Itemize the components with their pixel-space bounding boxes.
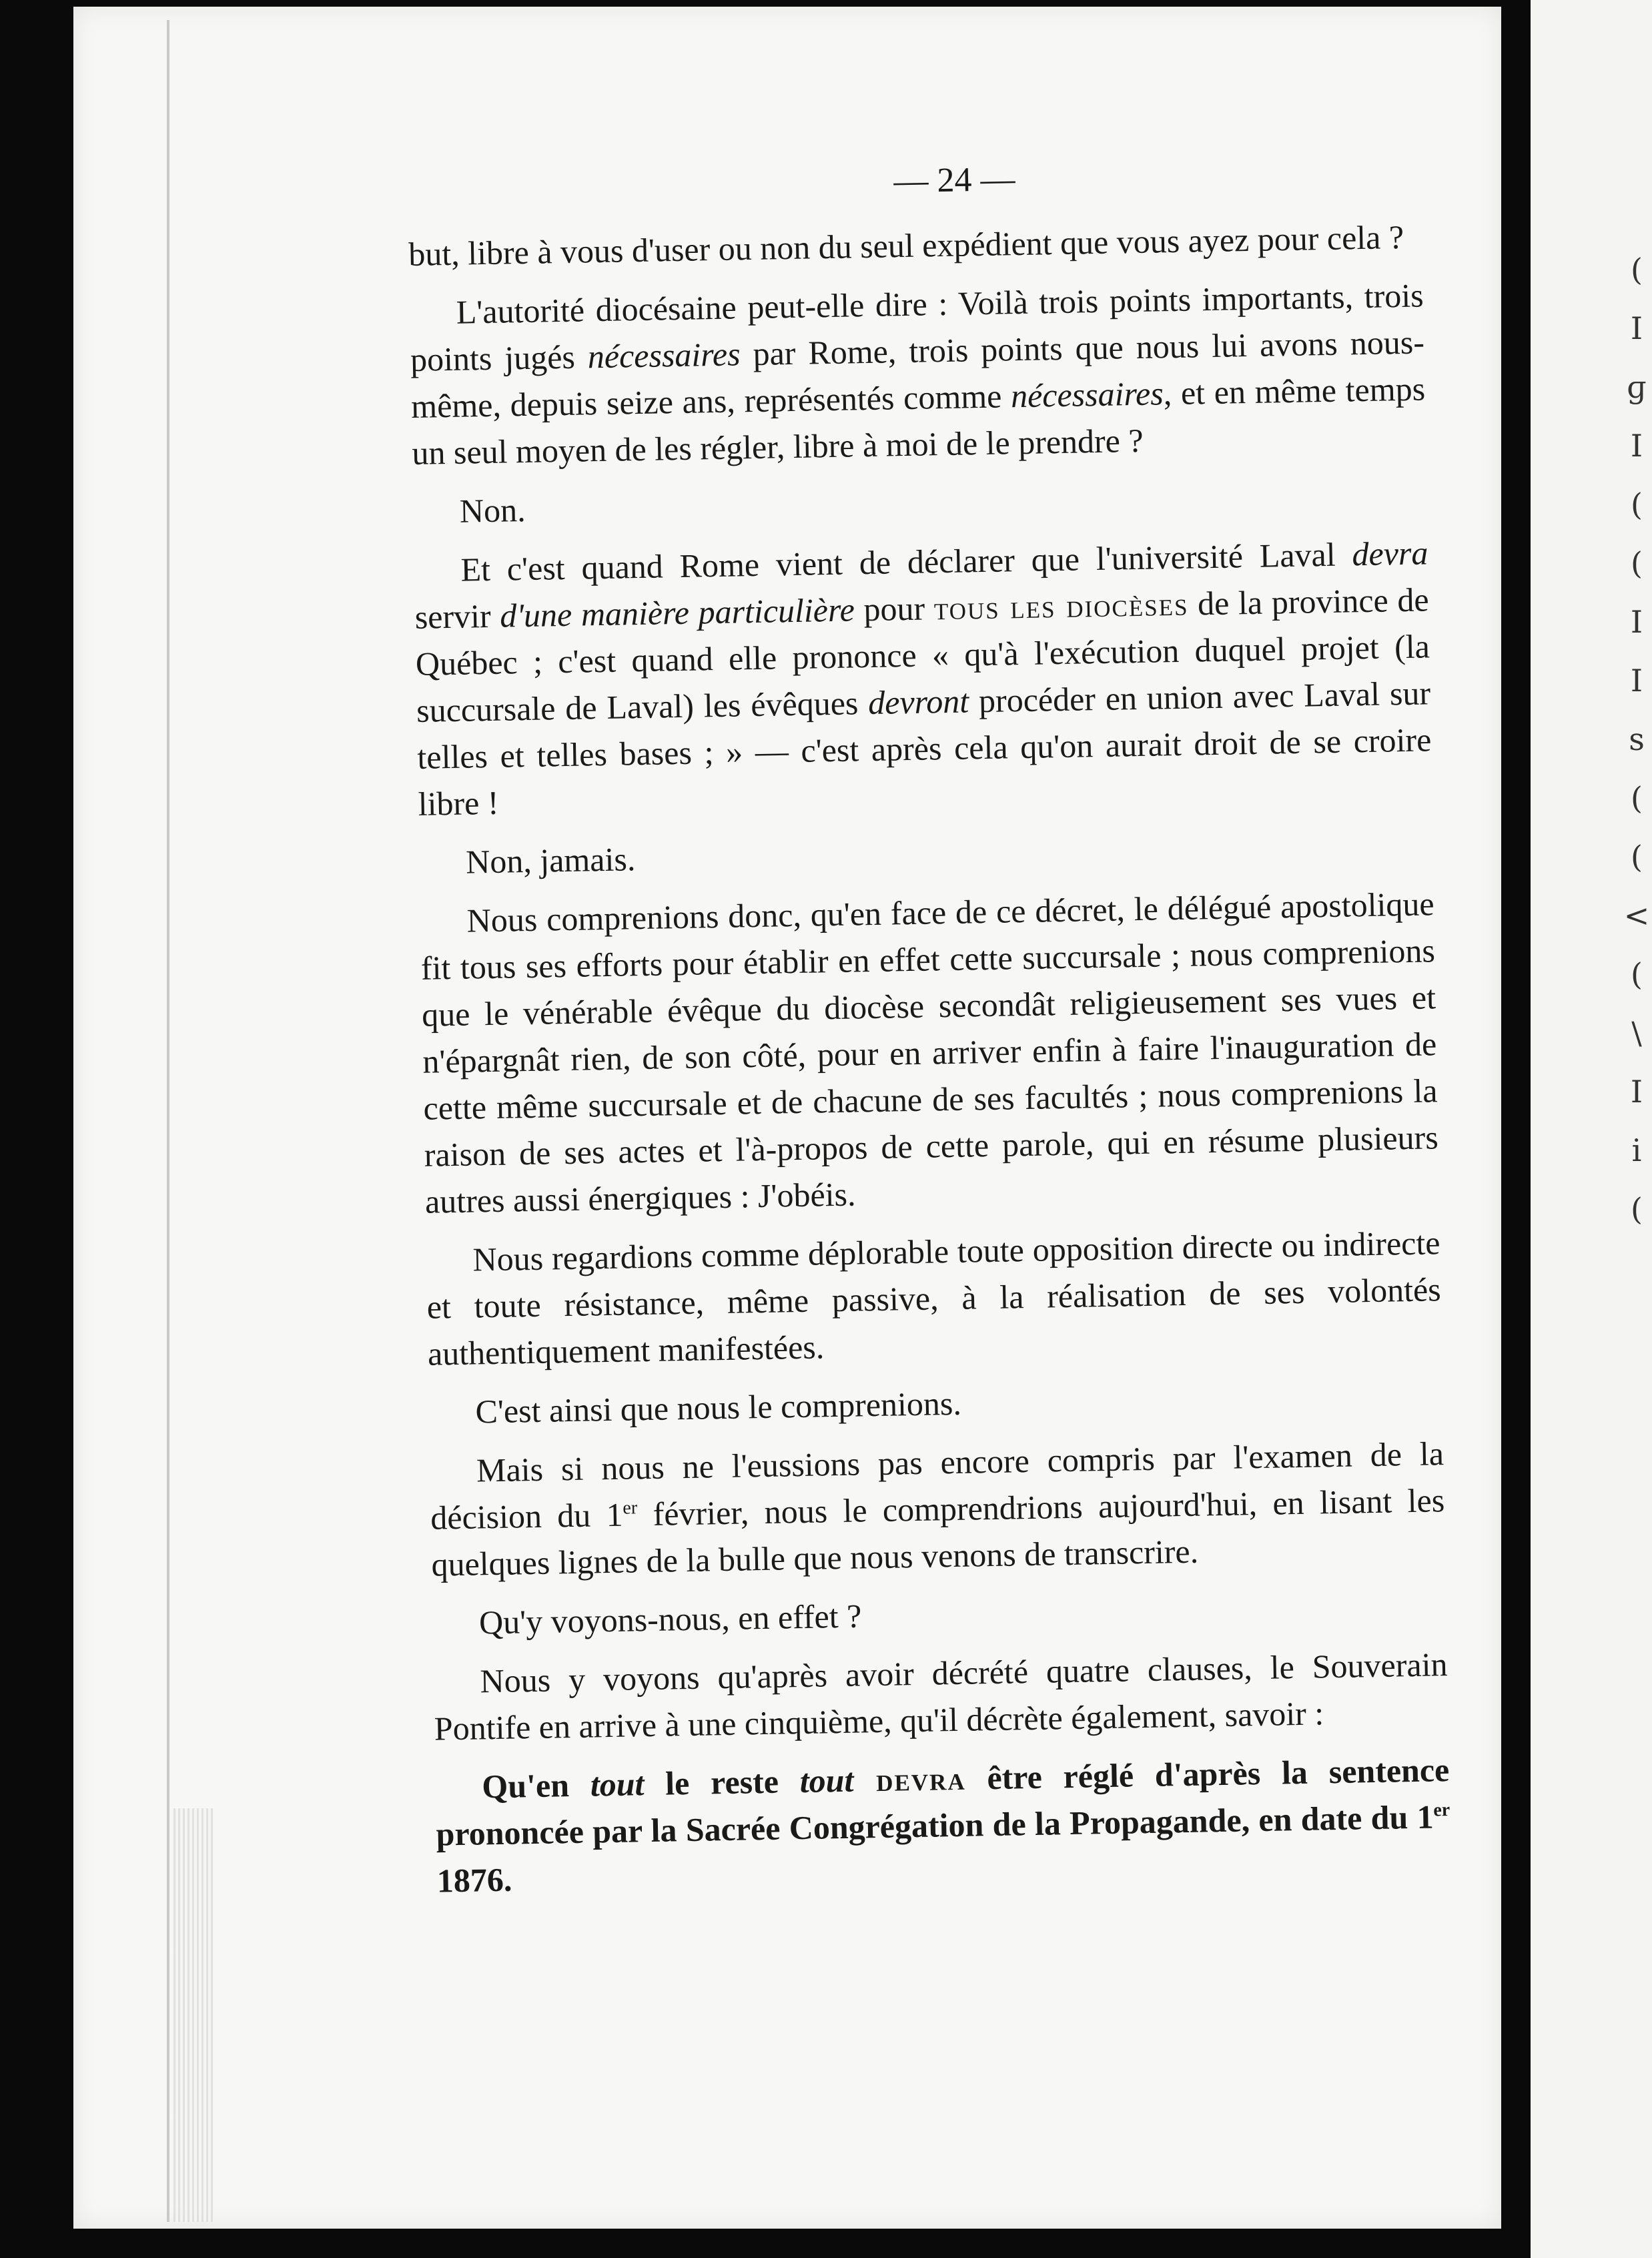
paragraph: Nous regardions comme déplorable toute opposition directe ou indirecte et toute résistance, même passive, à la réalisation de ses volontés authentiquement manifestées. (426, 1224, 1442, 1373)
margin-glyph: I (1630, 310, 1643, 346)
margin-glyph: ( (1631, 486, 1643, 522)
margin-glyph: ( (1631, 1191, 1643, 1227)
margin-glyph: ( (1631, 545, 1643, 581)
margin-glyph: i (1631, 1132, 1642, 1168)
margin-glyph: I (1630, 428, 1643, 464)
gutter-line (167, 20, 169, 2222)
margin-glyph: s (1629, 721, 1645, 757)
page-edges (173, 1808, 214, 2222)
margin-glyph: ( (1631, 956, 1643, 992)
margin-glyph: I (1630, 604, 1643, 640)
page-number: — 24 — (893, 160, 1015, 201)
paragraph: Nous y voyons qu'après avoir décrété quatre clauses, le Souverain Pontife en arrive à une cinquième, qu'il décrète également, savoir : (434, 1645, 1448, 1748)
page-divider (1515, 0, 1531, 2258)
paragraph: Qu'y voyons-nous, en effet ? (478, 1597, 862, 1641)
paragraph: Et c'est quand Rome vient de déclarer que l'université Laval devra servir d'une manière particulière pour tous les diocèses de la province de Québec ; c'est quand elle prononce « qu'à l'exécution duquel projet (la succursale de Laval) les évêques devront procéder en union avec Laval sur telles et telles bases ; » — c'est après cela qu'on aurait droit de se croire libre ! (414, 534, 1432, 823)
paragraph: but, libre à vous d'user ou non du seul expédient que vous ayez pour cela ? (408, 218, 1404, 273)
paragraph: Nous comprenions donc, qu'en face de ce décret, le délégué apostolique fit tous ses efforts pour établir en effet cette succursale ; nous comprenions que le vénérable évêque du diocèse secondât religieusement ses vues et n'épargnât rien, de son côté, pour en arriver enfin à faire l'inauguration de cette même succursale et de chacune de ses facultés ; nous comprenions la raison de ses actes et l'à-propos de cette parole, qui en résume plusieurs autres aussi énergiques : J'obéis. (420, 885, 1439, 1220)
margin-glyph: I (1630, 1074, 1643, 1110)
paragraph: Mais si nous ne l'eussions pas encore compris par l'examen de la décision du 1er février, nous le comprendrions aujourd'hui, en lisant les quelques lignes de la bulle que nous venons de transcrire. (430, 1435, 1445, 1583)
margin-glyph: < (1623, 897, 1650, 933)
paragraph: Qu'en tout le reste tout devra être réglé d'après la sentence prononcée par la Sacrée Congrégation de la Propagande, en date du 1er 1876. (436, 1751, 1451, 1900)
margin-glyph: ( (1631, 252, 1643, 288)
paragraph: C'est ainsi que nous le comprenions. (475, 1384, 962, 1431)
margin-glyph: I (1630, 663, 1643, 699)
margin-glyph: ɡ (1627, 369, 1647, 405)
paragraph: Non, jamais. (465, 840, 636, 881)
paragraph: L'autorité diocésaine peut-elle dire : Voilà trois points importants, trois points jugés nécessaires par Rome, trois points que nous lui avons nous-même, depuis seize ans, représentés comme nécessaires, et en même temps un seul moyen de les régler, libre à moi de le prendre ? (410, 276, 1426, 472)
margin-glyph: \ (1631, 1015, 1642, 1051)
margin-glyph: ( (1631, 839, 1643, 875)
margin-glyph: ( (1631, 780, 1643, 816)
adjacent-page-glyphs (1621, 240, 1652, 1238)
page-text (407, 149, 1452, 1916)
paragraph: Non. (459, 490, 526, 530)
